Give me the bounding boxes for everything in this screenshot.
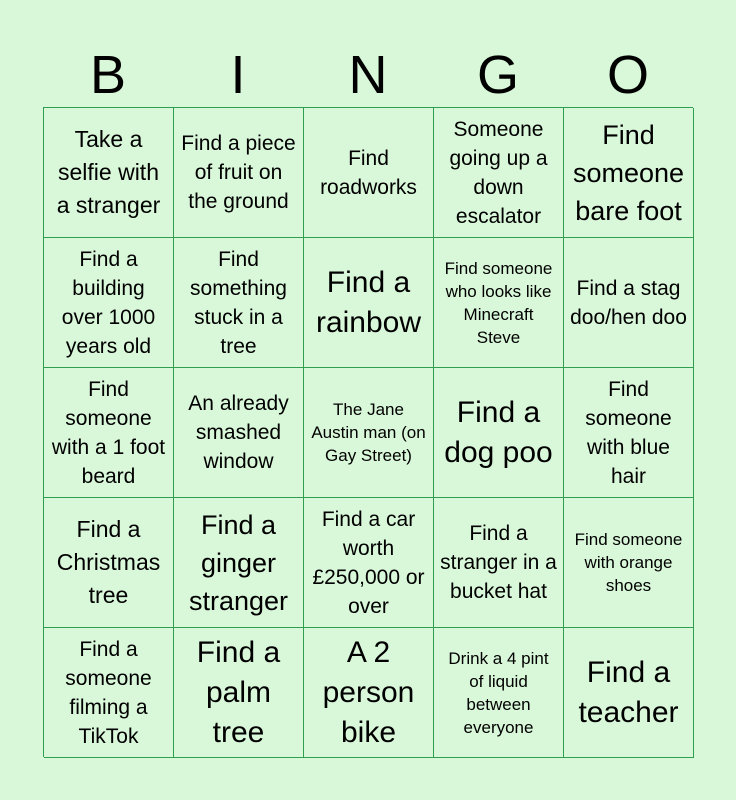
header-letter-g: G: [476, 45, 519, 105]
bingo-cell[interactable]: Find a dog poo: [434, 368, 564, 498]
bingo-cell[interactable]: Find a rainbow: [304, 238, 434, 368]
bingo-cell[interactable]: Drink a 4 pint of liquid between everyone: [434, 628, 564, 758]
header-letter-b: B: [89, 45, 127, 105]
bingo-cell[interactable]: Find a Christmas tree: [44, 498, 174, 628]
bingo-cell[interactable]: Find someone with orange shoes: [564, 498, 694, 628]
bingo-cell[interactable]: Someone going up a down escalator: [434, 108, 564, 238]
bingo-cell[interactable]: Find someone with blue hair: [564, 368, 694, 498]
bingo-cell[interactable]: Find a piece of fruit on the ground: [174, 108, 304, 238]
bingo-cell[interactable]: Find something stuck in a tree: [174, 238, 304, 368]
bingo-cell[interactable]: Find a someone filming a TikTok: [44, 628, 174, 758]
bingo-cell[interactable]: Take a selfie with a stranger: [44, 108, 174, 238]
bingo-header: [43, 44, 693, 106]
bingo-cell[interactable]: Find someone with a 1 foot beard: [44, 368, 174, 498]
bingo-cell[interactable]: Find a ginger stranger: [174, 498, 304, 628]
header-letter-o: O: [606, 45, 649, 105]
bingo-cell[interactable]: Find someone who looks like Minecraft Steve: [434, 238, 564, 368]
bingo-cell[interactable]: Find a stag doo/hen doo: [564, 238, 694, 368]
bingo-cell[interactable]: Find someone bare foot: [564, 108, 694, 238]
bingo-cell[interactable]: An already smashed window: [174, 368, 304, 498]
bingo-cell[interactable]: Find a car worth £250,000 or over: [304, 498, 434, 628]
header-letter-i: I: [230, 45, 246, 105]
header-letter-n: N: [348, 45, 388, 105]
bingo-cell[interactable]: Find roadworks: [304, 108, 434, 238]
bingo-cell[interactable]: Find a stranger in a bucket hat: [434, 498, 564, 628]
bingo-cell[interactable]: Find a building over 1000 years old: [44, 238, 174, 368]
bingo-cell[interactable]: The Jane Austin man (on Gay Street): [304, 368, 434, 498]
bingo-cell[interactable]: Find a teacher: [564, 628, 694, 758]
bingo-grid: [43, 107, 693, 757]
bingo-cell[interactable]: A 2 person bike: [304, 628, 434, 758]
bingo-cell[interactable]: Find a palm tree: [174, 628, 304, 758]
